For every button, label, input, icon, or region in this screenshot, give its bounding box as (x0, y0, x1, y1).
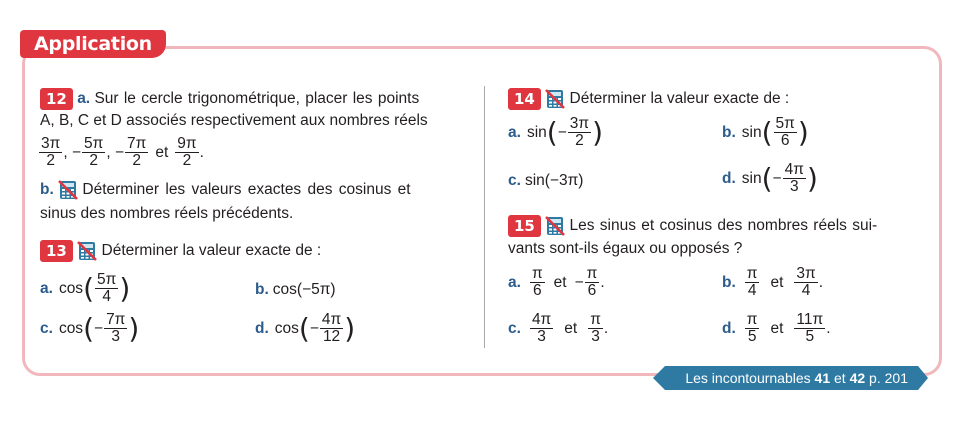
banner-text: Les incontournables (685, 370, 815, 386)
fraction: $\frac{11\pi}{5}$ (796, 311, 824, 346)
calculator-forbidden-icon (58, 180, 78, 200)
ex14-title: Déterminer la valeur exacte de : (569, 90, 790, 108)
fraction: $\frac{\pi}{4}$ (746, 265, 758, 300)
ex12-a-label: a. (77, 90, 91, 108)
ex15-line1: Les sinus et cosinus des nombres réels sui- (569, 217, 878, 235)
ex12-a-line1: Sur le cercle trigonométrique, placer les points (94, 90, 420, 108)
ex13-item-a: a. cos ( $\frac{5\pi}{4}$ ) (40, 271, 131, 306)
calculator-forbidden-icon (77, 241, 97, 261)
ex14-number: 14 (508, 88, 541, 110)
ex15-item-a: a. $\frac{\pi}{6}$ et − $\frac{\pi}{6}$ . (508, 265, 605, 300)
fraction: $\frac{3\pi}{2}$ (569, 115, 590, 150)
ex12-b-label: b. (40, 181, 54, 199)
fraction: $\frac{7\pi}{2}$ (127, 135, 147, 170)
ex13-title: Déterminer la valeur exacte de : (101, 242, 322, 260)
fraction: $\frac{\pi}{3}$ (590, 311, 601, 346)
fraction: $\frac{4\pi}{12}$ (321, 311, 342, 346)
ex12-a-line2: A, B, C et D associés respectivement aux nombres réels (40, 112, 428, 129)
ex13-title-line (40, 240, 321, 262)
fraction: $\frac{\pi}{6}$ (531, 265, 543, 300)
ex13-item-d: d. cos ( − $\frac{4\pi}{12}$ ) (255, 311, 356, 346)
ex15-line2: vants sont-ils égaux ou opposés ? (508, 240, 743, 257)
ex15-item-c: c. $\frac{4\pi}{3}$ et $\frac{\pi}{3}$ . (508, 311, 609, 346)
fraction: $\frac{7\pi}{3}$ (106, 311, 126, 346)
ex13-item-c: c. cos ( − $\frac{7\pi}{3}$ ) (40, 311, 140, 346)
ex14-title-line (508, 88, 789, 110)
reference-banner[interactable]: Les incontournables 41 et 42 p. 201 (665, 366, 918, 390)
ex12-b-line2: sinus des nombres réels précédents. (40, 205, 294, 222)
ex12-line-b (40, 180, 411, 200)
ex15-number: 15 (508, 215, 541, 237)
ex13-number: 13 (40, 240, 73, 262)
calculator-forbidden-icon (545, 216, 565, 236)
ex12-number: 12 (40, 88, 73, 110)
fraction: $\frac{5\pi}{2}$ (84, 135, 104, 170)
fraction: $\frac{4\pi}{3}$ (531, 311, 552, 346)
ex14-item-d: d. sin ( − $\frac{4\pi}{3}$ ) (722, 161, 818, 196)
fraction: $\frac{3\pi}{2}$ (41, 135, 61, 170)
ex14-item-a: a. sin ( − $\frac{3\pi}{2}$ ) (508, 115, 604, 150)
ex15-title-line (508, 215, 877, 237)
ex15-item-d: d. $\frac{\pi}{5}$ et $\frac{11\pi}{5}$ . (722, 311, 831, 346)
ex12-b-line1: Déterminer les valeurs exactes des cosinus et (82, 181, 411, 199)
ex13-item-b: b. cos(−5π) (255, 281, 336, 298)
fraction: $\frac{3\pi}{4}$ (796, 265, 816, 300)
fraction: $\frac{5\pi}{6}$ (775, 115, 795, 150)
fraction: $\frac{5\pi}{4}$ (97, 271, 117, 306)
ex14-item-b: b. sin ( $\frac{5\pi}{6}$ ) (722, 115, 809, 150)
ex12-fractions: $\frac{3\pi}{2}$ , − $\frac{5\pi}{2}$ , − $\frac{7\pi}{2}$ et $\frac{9\pi}{2}$ . (41, 135, 204, 170)
section-title: Application (20, 30, 166, 58)
column-divider (484, 86, 485, 348)
fraction: $\frac{4\pi}{3}$ (784, 161, 804, 196)
calculator-forbidden-icon (545, 89, 565, 109)
ex12-line-a (40, 88, 419, 110)
ex14-item-c: c. sin(−3π) (508, 172, 584, 189)
fraction: $\frac{9\pi}{2}$ (177, 135, 197, 170)
fraction: $\frac{\pi}{6}$ (586, 265, 598, 300)
ex15-item-b: b. $\frac{\pi}{4}$ et $\frac{3\pi}{4}$ . (722, 265, 824, 300)
fraction: $\frac{\pi}{5}$ (746, 311, 758, 346)
